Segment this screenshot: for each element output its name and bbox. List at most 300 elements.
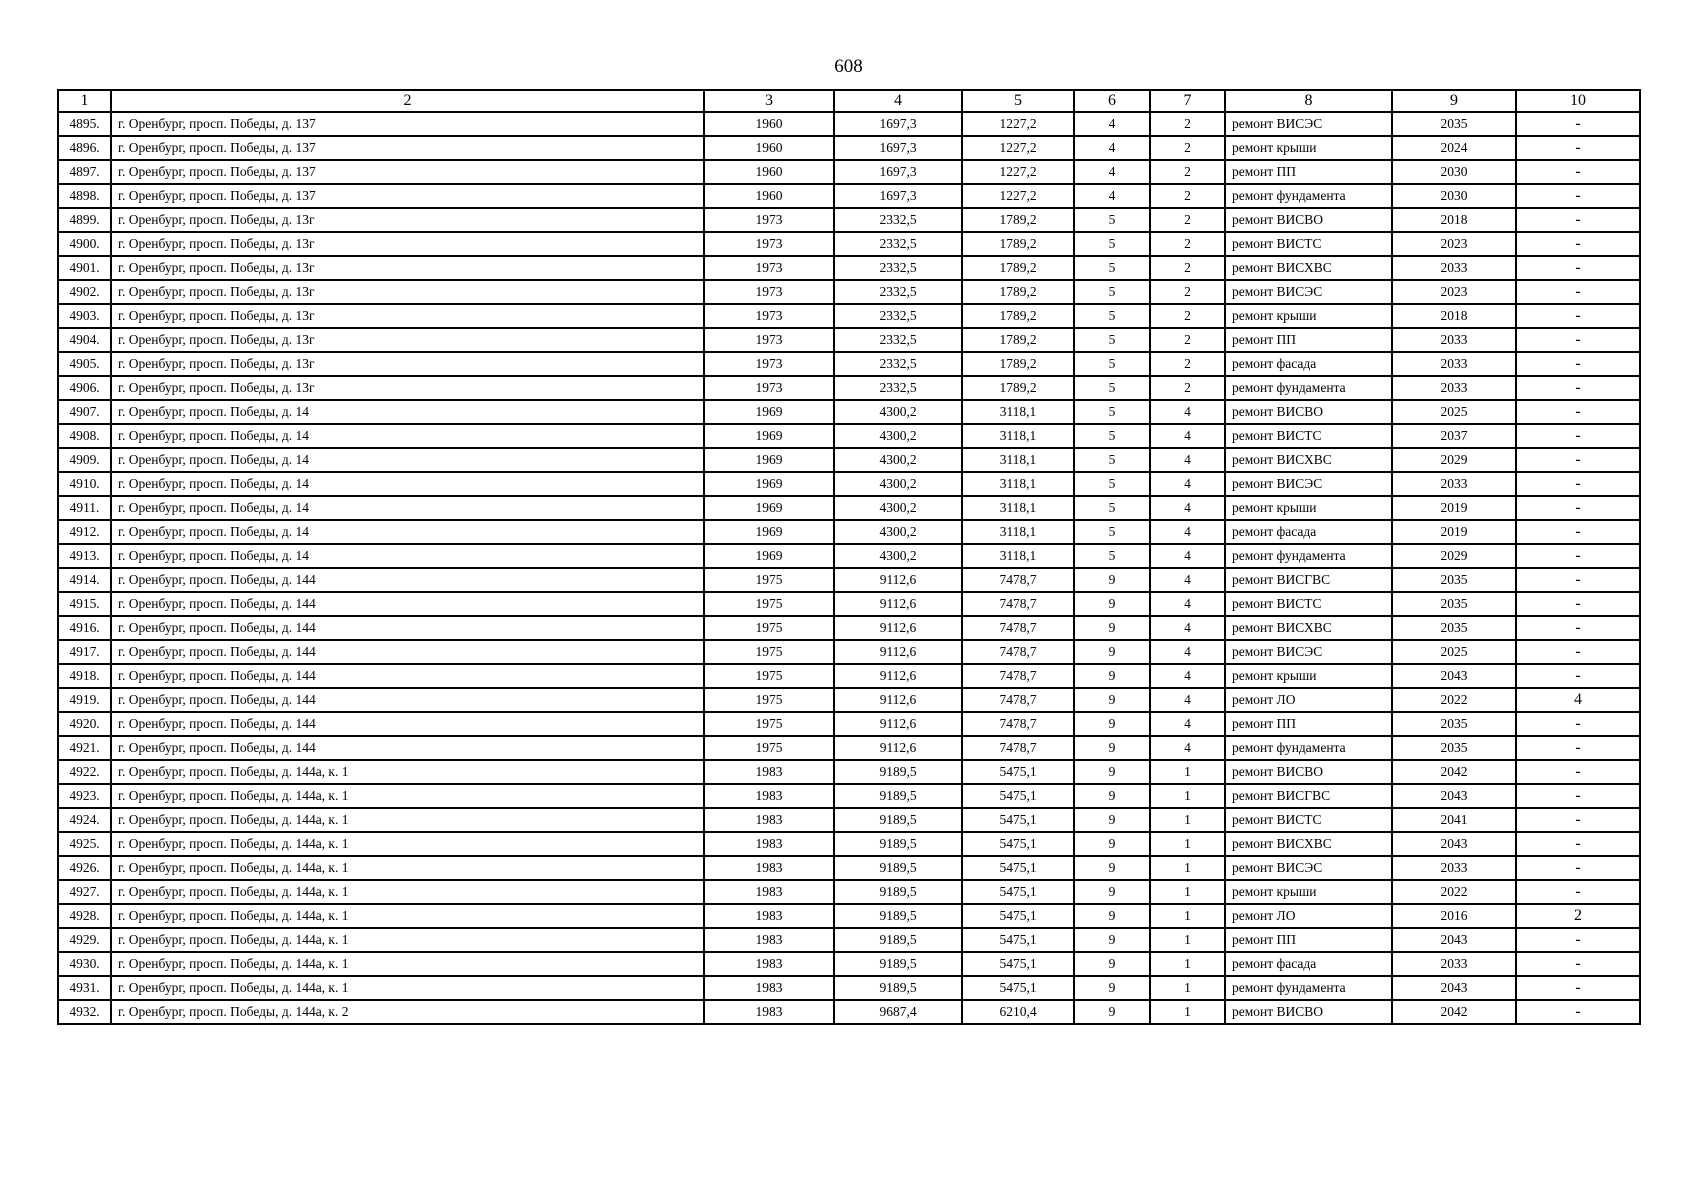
entrances-cell: 1 [1150, 760, 1225, 784]
living-area-cell: 1227,2 [962, 136, 1074, 160]
plan-year-cell: 2033 [1392, 256, 1516, 280]
year-built-cell: 1975 [704, 640, 834, 664]
column-header-3: 3 [704, 90, 834, 112]
entrances-cell: 2 [1150, 304, 1225, 328]
work-type-cell: ремонт крыши [1225, 496, 1392, 520]
plan-year-cell: 2035 [1392, 592, 1516, 616]
address-cell: г. Оренбург, просп. Победы, д. 144а, к. 1 [111, 832, 704, 856]
entrances-cell: 2 [1150, 280, 1225, 304]
total-area-cell: 2332,5 [834, 352, 962, 376]
column-10-value-cell: - [1516, 544, 1640, 568]
year-built-cell: 1975 [704, 712, 834, 736]
floors-cell: 5 [1074, 280, 1150, 304]
total-area-cell: 1697,3 [834, 112, 962, 136]
entrances-cell: 4 [1150, 736, 1225, 760]
total-area-cell: 4300,2 [834, 424, 962, 448]
plan-year-cell: 2016 [1392, 904, 1516, 928]
living-area-cell: 1789,2 [962, 328, 1074, 352]
column-10-value-cell: - [1516, 520, 1640, 544]
entrances-cell: 4 [1150, 568, 1225, 592]
work-type-cell: ремонт ВИСЭС [1225, 640, 1392, 664]
address-cell: г. Оренбург, просп. Победы, д. 14 [111, 448, 704, 472]
table-row [58, 280, 1640, 304]
total-area-cell: 9112,6 [834, 616, 962, 640]
year-built-cell: 1983 [704, 904, 834, 928]
plan-year-cell: 2025 [1392, 400, 1516, 424]
plan-year-cell: 2042 [1392, 760, 1516, 784]
living-area-cell: 7478,7 [962, 688, 1074, 712]
entrances-cell: 4 [1150, 520, 1225, 544]
entrances-cell: 1 [1150, 880, 1225, 904]
floors-cell: 5 [1074, 424, 1150, 448]
column-10-value-cell: - [1516, 880, 1640, 904]
living-area-cell: 3118,1 [962, 544, 1074, 568]
living-area-cell: 3118,1 [962, 472, 1074, 496]
table-row [58, 832, 1640, 856]
entrances-cell: 1 [1150, 976, 1225, 1000]
plan-year-cell: 2018 [1392, 304, 1516, 328]
column-header-8: 8 [1225, 90, 1392, 112]
floors-cell: 4 [1074, 160, 1150, 184]
year-built-cell: 1983 [704, 808, 834, 832]
row-number-cell: 4911. [58, 496, 111, 520]
year-built-cell: 1973 [704, 352, 834, 376]
floors-cell: 9 [1074, 568, 1150, 592]
row-number-cell: 4919. [58, 688, 111, 712]
floors-cell: 9 [1074, 880, 1150, 904]
table-row [58, 712, 1640, 736]
table-row [58, 304, 1640, 328]
total-area-cell: 9112,6 [834, 712, 962, 736]
year-built-cell: 1975 [704, 592, 834, 616]
address-cell: г. Оренбург, просп. Победы, д. 144а, к. 1 [111, 808, 704, 832]
address-cell: г. Оренбург, просп. Победы, д. 144а, к. 1 [111, 928, 704, 952]
entrances-cell: 2 [1150, 112, 1225, 136]
plan-year-cell: 2019 [1392, 520, 1516, 544]
living-area-cell: 6210,4 [962, 1000, 1074, 1024]
total-area-cell: 9687,4 [834, 1000, 962, 1024]
floors-cell: 9 [1074, 856, 1150, 880]
address-cell: г. Оренбург, просп. Победы, д. 144а, к. 1 [111, 784, 704, 808]
address-cell: г. Оренбург, просп. Победы, д. 13г [111, 208, 704, 232]
table-row [58, 208, 1640, 232]
row-number-cell: 4932. [58, 1000, 111, 1024]
floors-cell: 9 [1074, 640, 1150, 664]
total-area-cell: 2332,5 [834, 280, 962, 304]
table-row [58, 1000, 1640, 1024]
work-type-cell: ремонт ВИСТС [1225, 232, 1392, 256]
year-built-cell: 1983 [704, 760, 834, 784]
entrances-cell: 2 [1150, 208, 1225, 232]
year-built-cell: 1983 [704, 856, 834, 880]
address-cell: г. Оренбург, просп. Победы, д. 13г [111, 304, 704, 328]
living-area-cell: 5475,1 [962, 904, 1074, 928]
entrances-cell: 4 [1150, 592, 1225, 616]
total-area-cell: 4300,2 [834, 400, 962, 424]
year-built-cell: 1973 [704, 328, 834, 352]
work-type-cell: ремонт фасада [1225, 952, 1392, 976]
work-type-cell: ремонт ВИСГВС [1225, 568, 1392, 592]
row-number-cell: 4921. [58, 736, 111, 760]
column-10-value-cell: 4 [1516, 688, 1640, 712]
entrances-cell: 4 [1150, 712, 1225, 736]
column-10-value-cell: - [1516, 640, 1640, 664]
address-cell: г. Оренбург, просп. Победы, д. 144а, к. 1 [111, 952, 704, 976]
table-row [58, 808, 1640, 832]
address-cell: г. Оренбург, просп. Победы, д. 144а, к. 2 [111, 1000, 704, 1024]
work-type-cell: ремонт ВИСТС [1225, 808, 1392, 832]
total-area-cell: 9112,6 [834, 688, 962, 712]
table-row [58, 424, 1640, 448]
row-number-cell: 4901. [58, 256, 111, 280]
row-number-cell: 4907. [58, 400, 111, 424]
living-area-cell: 3118,1 [962, 424, 1074, 448]
address-cell: г. Оренбург, просп. Победы, д. 137 [111, 136, 704, 160]
living-area-cell: 3118,1 [962, 400, 1074, 424]
year-built-cell: 1983 [704, 928, 834, 952]
plan-year-cell: 2029 [1392, 544, 1516, 568]
address-cell: г. Оренбург, просп. Победы, д. 14 [111, 496, 704, 520]
entrances-cell: 1 [1150, 856, 1225, 880]
year-built-cell: 1983 [704, 976, 834, 1000]
row-number-cell: 4923. [58, 784, 111, 808]
column-10-value-cell: - [1516, 736, 1640, 760]
plan-year-cell: 2024 [1392, 136, 1516, 160]
floors-cell: 9 [1074, 592, 1150, 616]
total-area-cell: 4300,2 [834, 520, 962, 544]
entrances-cell: 1 [1150, 832, 1225, 856]
column-10-value-cell: - [1516, 256, 1640, 280]
entrances-cell: 4 [1150, 616, 1225, 640]
entrances-cell: 4 [1150, 448, 1225, 472]
column-10-value-cell: - [1516, 136, 1640, 160]
floors-cell: 9 [1074, 616, 1150, 640]
address-cell: г. Оренбург, просп. Победы, д. 14 [111, 424, 704, 448]
plan-year-cell: 2035 [1392, 736, 1516, 760]
year-built-cell: 1973 [704, 232, 834, 256]
floors-cell: 5 [1074, 208, 1150, 232]
year-built-cell: 1973 [704, 256, 834, 280]
row-number-cell: 4910. [58, 472, 111, 496]
floors-cell: 4 [1074, 184, 1150, 208]
living-area-cell: 1227,2 [962, 160, 1074, 184]
table-row [58, 400, 1640, 424]
column-10-value-cell: - [1516, 424, 1640, 448]
column-10-value-cell: - [1516, 928, 1640, 952]
floors-cell: 9 [1074, 928, 1150, 952]
plan-year-cell: 2030 [1392, 160, 1516, 184]
column-header-5: 5 [962, 90, 1074, 112]
year-built-cell: 1960 [704, 136, 834, 160]
work-type-cell: ремонт крыши [1225, 304, 1392, 328]
total-area-cell: 2332,5 [834, 232, 962, 256]
table-row [58, 520, 1640, 544]
address-cell: г. Оренбург, просп. Победы, д. 144 [111, 616, 704, 640]
table-row [58, 976, 1640, 1000]
column-10-value-cell: - [1516, 304, 1640, 328]
address-cell: г. Оренбург, просп. Победы, д. 144 [111, 712, 704, 736]
living-area-cell: 7478,7 [962, 592, 1074, 616]
living-area-cell: 5475,1 [962, 760, 1074, 784]
total-area-cell: 2332,5 [834, 304, 962, 328]
total-area-cell: 1697,3 [834, 136, 962, 160]
living-area-cell: 5475,1 [962, 880, 1074, 904]
work-type-cell: ремонт ВИСТС [1225, 424, 1392, 448]
address-cell: г. Оренбург, просп. Победы, д. 13г [111, 376, 704, 400]
column-10-value-cell: - [1516, 400, 1640, 424]
floors-cell: 9 [1074, 688, 1150, 712]
plan-year-cell: 2043 [1392, 976, 1516, 1000]
year-built-cell: 1969 [704, 472, 834, 496]
living-area-cell: 1227,2 [962, 112, 1074, 136]
entrances-cell: 4 [1150, 400, 1225, 424]
entrances-cell: 2 [1150, 328, 1225, 352]
total-area-cell: 9112,6 [834, 640, 962, 664]
work-type-cell: ремонт ВИСТС [1225, 592, 1392, 616]
living-area-cell: 5475,1 [962, 856, 1074, 880]
address-cell: г. Оренбург, просп. Победы, д. 144 [111, 592, 704, 616]
plan-year-cell: 2022 [1392, 880, 1516, 904]
total-area-cell: 9189,5 [834, 952, 962, 976]
column-header-10: 10 [1516, 90, 1640, 112]
address-cell: г. Оренбург, просп. Победы, д. 144а, к. 1 [111, 880, 704, 904]
floors-cell: 9 [1074, 904, 1150, 928]
table-row [58, 448, 1640, 472]
address-cell: г. Оренбург, просп. Победы, д. 144а, к. 1 [111, 904, 704, 928]
floors-cell: 9 [1074, 952, 1150, 976]
work-type-cell: ремонт крыши [1225, 880, 1392, 904]
floors-cell: 5 [1074, 376, 1150, 400]
address-cell: г. Оренбург, просп. Победы, д. 13г [111, 328, 704, 352]
living-area-cell: 3118,1 [962, 496, 1074, 520]
entrances-cell: 1 [1150, 1000, 1225, 1024]
table-row [58, 904, 1640, 928]
table-row [58, 928, 1640, 952]
column-10-value-cell: - [1516, 280, 1640, 304]
row-number-cell: 4904. [58, 328, 111, 352]
year-built-cell: 1975 [704, 736, 834, 760]
row-number-cell: 4930. [58, 952, 111, 976]
floors-cell: 4 [1074, 136, 1150, 160]
column-10-value-cell: - [1516, 208, 1640, 232]
work-type-cell: ремонт ВИСВО [1225, 1000, 1392, 1024]
total-area-cell: 4300,2 [834, 448, 962, 472]
address-cell: г. Оренбург, просп. Победы, д. 144а, к. 1 [111, 976, 704, 1000]
total-area-cell: 9112,6 [834, 664, 962, 688]
column-header-1: 1 [58, 90, 111, 112]
total-area-cell: 4300,2 [834, 472, 962, 496]
plan-year-cell: 2043 [1392, 784, 1516, 808]
row-number-cell: 4903. [58, 304, 111, 328]
row-number-cell: 4924. [58, 808, 111, 832]
total-area-cell: 2332,5 [834, 256, 962, 280]
living-area-cell: 5475,1 [962, 808, 1074, 832]
table-row [58, 592, 1640, 616]
work-type-cell: ремонт ВИСЭС [1225, 856, 1392, 880]
row-number-cell: 4920. [58, 712, 111, 736]
year-built-cell: 1960 [704, 112, 834, 136]
plan-year-cell: 2043 [1392, 664, 1516, 688]
table-row [58, 952, 1640, 976]
work-type-cell: ремонт фундамента [1225, 976, 1392, 1000]
floors-cell: 9 [1074, 712, 1150, 736]
row-number-cell: 4902. [58, 280, 111, 304]
year-built-cell: 1969 [704, 448, 834, 472]
row-number-cell: 4906. [58, 376, 111, 400]
total-area-cell: 9112,6 [834, 592, 962, 616]
column-10-value-cell: - [1516, 616, 1640, 640]
year-built-cell: 1969 [704, 496, 834, 520]
row-number-cell: 4925. [58, 832, 111, 856]
total-area-cell: 9189,5 [834, 880, 962, 904]
entrances-cell: 1 [1150, 808, 1225, 832]
address-cell: г. Оренбург, просп. Победы, д. 144 [111, 568, 704, 592]
floors-cell: 9 [1074, 760, 1150, 784]
row-number-cell: 4928. [58, 904, 111, 928]
entrances-cell: 4 [1150, 496, 1225, 520]
column-10-value-cell: - [1516, 760, 1640, 784]
total-area-cell: 9112,6 [834, 568, 962, 592]
row-number-cell: 4905. [58, 352, 111, 376]
table-row [58, 568, 1640, 592]
entrances-cell: 2 [1150, 232, 1225, 256]
living-area-cell: 7478,7 [962, 640, 1074, 664]
work-type-cell: ремонт ПП [1225, 328, 1392, 352]
total-area-cell: 9189,5 [834, 808, 962, 832]
living-area-cell: 1789,2 [962, 280, 1074, 304]
work-type-cell: ремонт ВИСВО [1225, 400, 1392, 424]
total-area-cell: 4300,2 [834, 496, 962, 520]
entrances-cell: 1 [1150, 928, 1225, 952]
row-number-cell: 4918. [58, 664, 111, 688]
entrances-cell: 4 [1150, 640, 1225, 664]
total-area-cell: 9189,5 [834, 856, 962, 880]
living-area-cell: 1789,2 [962, 232, 1074, 256]
floors-cell: 5 [1074, 472, 1150, 496]
address-cell: г. Оренбург, просп. Победы, д. 137 [111, 160, 704, 184]
work-type-cell: ремонт ВИСВО [1225, 208, 1392, 232]
entrances-cell: 2 [1150, 136, 1225, 160]
column-10-value-cell: 2 [1516, 904, 1640, 928]
living-area-cell: 7478,7 [962, 736, 1074, 760]
floors-cell: 9 [1074, 736, 1150, 760]
total-area-cell: 2332,5 [834, 328, 962, 352]
column-10-value-cell: - [1516, 976, 1640, 1000]
work-type-cell: ремонт крыши [1225, 136, 1392, 160]
living-area-cell: 1789,2 [962, 304, 1074, 328]
year-built-cell: 1973 [704, 376, 834, 400]
table-row [58, 544, 1640, 568]
floors-cell: 5 [1074, 448, 1150, 472]
year-built-cell: 1969 [704, 544, 834, 568]
floors-cell: 5 [1074, 304, 1150, 328]
column-header-4: 4 [834, 90, 962, 112]
living-area-cell: 3118,1 [962, 448, 1074, 472]
year-built-cell: 1960 [704, 184, 834, 208]
column-10-value-cell: - [1516, 472, 1640, 496]
work-type-cell: ремонт ПП [1225, 712, 1392, 736]
row-number-cell: 4895. [58, 112, 111, 136]
column-10-value-cell: - [1516, 712, 1640, 736]
total-area-cell: 2332,5 [834, 376, 962, 400]
column-10-value-cell: - [1516, 952, 1640, 976]
work-type-cell: ремонт ВИСВО [1225, 760, 1392, 784]
entrances-cell: 4 [1150, 424, 1225, 448]
column-header-9: 9 [1392, 90, 1516, 112]
entrances-cell: 1 [1150, 904, 1225, 928]
floors-cell: 9 [1074, 1000, 1150, 1024]
row-number-cell: 4912. [58, 520, 111, 544]
table-row [58, 112, 1640, 136]
total-area-cell: 1697,3 [834, 160, 962, 184]
column-header-6: 6 [1074, 90, 1150, 112]
work-type-cell: ремонт ВИСЭС [1225, 112, 1392, 136]
floors-cell: 9 [1074, 976, 1150, 1000]
column-10-value-cell: - [1516, 856, 1640, 880]
year-built-cell: 1960 [704, 160, 834, 184]
column-10-value-cell: - [1516, 112, 1640, 136]
column-10-value-cell: - [1516, 568, 1640, 592]
address-cell: г. Оренбург, просп. Победы, д. 14 [111, 520, 704, 544]
plan-year-cell: 2035 [1392, 712, 1516, 736]
living-area-cell: 7478,7 [962, 712, 1074, 736]
row-number-cell: 4909. [58, 448, 111, 472]
column-10-value-cell: - [1516, 1000, 1640, 1024]
row-number-cell: 4913. [58, 544, 111, 568]
address-cell: г. Оренбург, просп. Победы, д. 144 [111, 736, 704, 760]
work-type-cell: ремонт фундамента [1225, 376, 1392, 400]
plan-year-cell: 2025 [1392, 640, 1516, 664]
entrances-cell: 4 [1150, 472, 1225, 496]
column-header-7: 7 [1150, 90, 1225, 112]
address-cell: г. Оренбург, просп. Победы, д. 137 [111, 184, 704, 208]
year-built-cell: 1975 [704, 664, 834, 688]
living-area-cell: 1789,2 [962, 352, 1074, 376]
year-built-cell: 1983 [704, 880, 834, 904]
table-row [58, 184, 1640, 208]
work-type-cell: ремонт ЛО [1225, 904, 1392, 928]
work-type-cell: ремонт фундамента [1225, 544, 1392, 568]
column-10-value-cell: - [1516, 328, 1640, 352]
plan-year-cell: 2041 [1392, 808, 1516, 832]
table-row [58, 136, 1640, 160]
table-body [58, 112, 1640, 1024]
floors-cell: 5 [1074, 544, 1150, 568]
address-cell: г. Оренбург, просп. Победы, д. 14 [111, 400, 704, 424]
living-area-cell: 1789,2 [962, 376, 1074, 400]
floors-cell: 5 [1074, 400, 1150, 424]
living-area-cell: 5475,1 [962, 784, 1074, 808]
plan-year-cell: 2033 [1392, 952, 1516, 976]
table-row [58, 640, 1640, 664]
column-10-value-cell: - [1516, 232, 1640, 256]
table-row [58, 664, 1640, 688]
address-cell: г. Оренбург, просп. Победы, д. 137 [111, 112, 704, 136]
row-number-cell: 4926. [58, 856, 111, 880]
plan-year-cell: 2043 [1392, 832, 1516, 856]
column-10-value-cell: - [1516, 352, 1640, 376]
living-area-cell: 5475,1 [962, 952, 1074, 976]
work-type-cell: ремонт ЛО [1225, 688, 1392, 712]
table-row [58, 256, 1640, 280]
work-type-cell: ремонт фасада [1225, 520, 1392, 544]
work-type-cell: ремонт ВИСХВС [1225, 448, 1392, 472]
year-built-cell: 1983 [704, 784, 834, 808]
row-number-cell: 4898. [58, 184, 111, 208]
work-type-cell: ремонт крыши [1225, 664, 1392, 688]
entrances-cell: 1 [1150, 952, 1225, 976]
column-10-value-cell: - [1516, 448, 1640, 472]
